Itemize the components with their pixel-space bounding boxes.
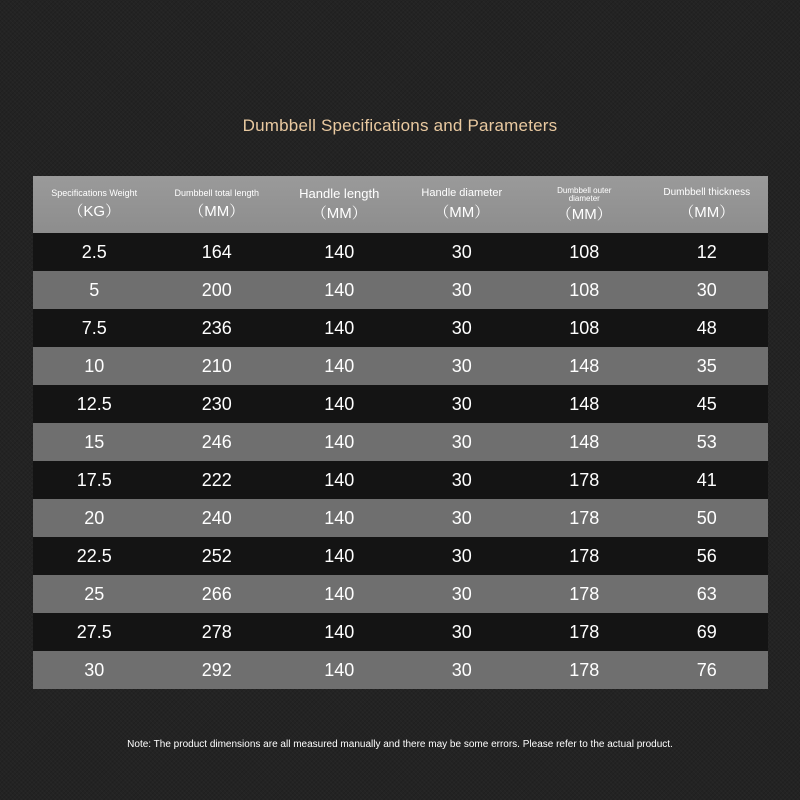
table-cell: 30 <box>451 241 472 262</box>
table-cell: 148 <box>569 393 600 414</box>
table-cell: 12 <box>696 241 717 262</box>
table-cell: 30 <box>696 279 717 300</box>
header-total-length <box>156 176 279 233</box>
table-cell: 30 <box>451 355 472 376</box>
table-cell: 30 <box>451 583 472 604</box>
table-cell: 10 <box>84 355 105 376</box>
table-cell: 148 <box>569 355 600 376</box>
table-cell: 30 <box>451 431 472 452</box>
table-cell: 63 <box>696 583 717 604</box>
table-cell: 230 <box>201 393 232 414</box>
table-row <box>33 499 768 537</box>
table-cell: 240 <box>201 507 232 528</box>
header-unit: （KG） <box>68 203 121 221</box>
table-row <box>33 347 768 385</box>
table-cell: 41 <box>696 469 717 490</box>
table-cell: 15 <box>84 431 105 452</box>
table-cell: 140 <box>324 279 355 300</box>
table-cell: 30 <box>451 393 472 414</box>
table-cell: 17.5 <box>76 469 112 490</box>
table-cell: 2.5 <box>81 241 107 262</box>
table-cell: 222 <box>201 469 232 490</box>
header-label: Specifications Weight <box>51 187 138 198</box>
table-cell: 178 <box>569 469 600 490</box>
table-cell: 140 <box>324 241 355 262</box>
table-cell: 30 <box>451 545 472 566</box>
header-label: Dumbbell thickness <box>663 187 751 199</box>
table-cell: 140 <box>324 507 355 528</box>
table-row <box>33 613 768 651</box>
header-unit: （MM） <box>679 203 735 221</box>
header-handle-length <box>278 176 401 233</box>
spec-table <box>33 176 768 689</box>
table-row <box>33 423 768 461</box>
header-thickness <box>646 176 769 233</box>
table-cell: 48 <box>696 317 717 338</box>
table-cell: 22.5 <box>76 545 112 566</box>
table-cell: 30 <box>451 659 472 680</box>
table-cell: 7.5 <box>81 317 107 338</box>
table-cell: 69 <box>696 621 717 642</box>
table-cell: 178 <box>569 545 600 566</box>
table-row <box>33 233 768 271</box>
table-body <box>33 233 768 689</box>
table-cell: 140 <box>324 469 355 490</box>
table-cell: 5 <box>89 279 100 300</box>
table-cell: 108 <box>569 241 600 262</box>
table-cell: 164 <box>201 241 232 262</box>
table-cell: 210 <box>201 355 232 376</box>
header-label: Dumbbell total length <box>174 187 260 198</box>
table-cell: 25 <box>84 583 105 604</box>
table-row <box>33 537 768 575</box>
header-unit: （MM） <box>434 204 490 222</box>
table-cell: 76 <box>696 659 717 680</box>
table-cell: 266 <box>201 583 232 604</box>
table-cell: 30 <box>84 659 105 680</box>
table-cell: 246 <box>201 431 232 452</box>
table-row <box>33 385 768 423</box>
header-unit: （MM） <box>556 205 612 223</box>
table-cell: 140 <box>324 659 355 680</box>
table-cell: 140 <box>324 621 355 642</box>
table-cell: 45 <box>696 393 717 414</box>
table-row <box>33 651 768 689</box>
table-cell: 200 <box>201 279 232 300</box>
table-cell: 140 <box>324 355 355 376</box>
table-cell: 30 <box>451 279 472 300</box>
table-row <box>33 575 768 613</box>
header-unit: （MM） <box>311 205 367 223</box>
table-cell: 27.5 <box>76 621 112 642</box>
table-cell: 278 <box>201 621 232 642</box>
table-cell: 140 <box>324 545 355 566</box>
header-weight <box>33 176 156 233</box>
page-title: Dumbbell Specifications and Parameters <box>242 116 558 135</box>
table-cell: 30 <box>451 507 472 528</box>
table-row <box>33 309 768 347</box>
table-cell: 140 <box>324 583 355 604</box>
table-cell: 140 <box>324 393 355 414</box>
table-cell: 56 <box>696 545 717 566</box>
header-handle-diameter <box>401 176 524 233</box>
table-cell: 292 <box>201 659 232 680</box>
table-cell: 30 <box>451 469 472 490</box>
table-cell: 178 <box>569 583 600 604</box>
header-outer-diameter <box>523 176 646 233</box>
table-cell: 178 <box>569 507 600 528</box>
table-cell: 148 <box>569 431 600 452</box>
table-cell: 140 <box>324 317 355 338</box>
table-cell: 108 <box>569 317 600 338</box>
table-row <box>33 461 768 499</box>
table-cell: 30 <box>451 621 472 642</box>
header-unit: （MM） <box>189 203 245 221</box>
footnote: Note: The product dimensions are all measured manually and there may be some errors. Please refer to the actual product. <box>127 739 673 750</box>
table-cell: 20 <box>84 507 105 528</box>
table-cell: 252 <box>201 545 232 566</box>
table-cell: 35 <box>696 355 717 376</box>
table-cell: 140 <box>324 431 355 452</box>
header-label: Dumbbell outer diameter <box>557 185 612 204</box>
table-cell: 50 <box>696 507 717 528</box>
header-label: Handle length <box>299 185 380 201</box>
table-cell: 178 <box>569 659 600 680</box>
table-cell: 108 <box>569 279 600 300</box>
table-cell: 12.5 <box>76 393 112 414</box>
table-cell: 30 <box>451 317 472 338</box>
table-header <box>33 176 768 233</box>
table-row <box>33 271 768 309</box>
table-cell: 178 <box>569 621 600 642</box>
table-cell: 53 <box>696 431 717 452</box>
table-cell: 236 <box>201 317 232 338</box>
header-label: Handle diameter <box>421 186 503 199</box>
